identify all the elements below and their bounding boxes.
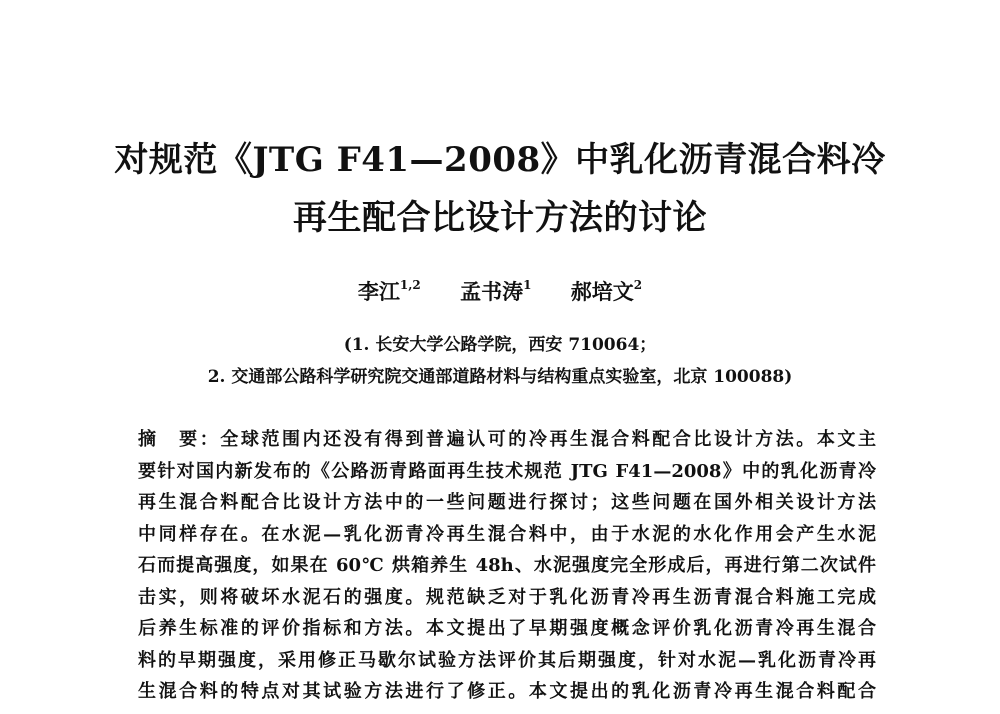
- abstract-line: 生混合料的特点对其试验方法进行了修正。本文提出的乳化沥青冷再生混合料配合: [138, 681, 876, 702]
- author-name: 郝培文: [570, 279, 634, 304]
- author-affiliation-mark: 1,2: [399, 278, 421, 292]
- abstract-line: 要针对国内新发布的《公路沥青路面再生技术规范 JTG F41—2008》中的乳化沥青冷: [138, 460, 876, 482]
- author-2: [460, 276, 531, 306]
- abstract-line: 后养生标准的评价指标和方法。本文提出了早期强度概念评价乳化沥青冷再生混合: [138, 618, 876, 639]
- abstract-text: 全球范围内还没有得到普遍认可的冷再生混合料配合比设计方法。本文主: [220, 429, 876, 450]
- abstract-line: 中同样存在。在水泥—乳化沥青冷再生混合料中，由于水泥的水化作用会产生水泥: [138, 523, 876, 545]
- abstract-line: 料的早期强度，采用修正马歇尔试验方法评价其后期强度，针对水泥—乳化沥青冷再: [138, 649, 876, 671]
- affiliation-1: (1. 长安大学公路学院，西安 710064；: [343, 335, 657, 355]
- affiliation-2: 2. 交通部公路科学研究院交通部道路材料与结构重点实验室，北京 100088): [207, 367, 793, 387]
- paper-title-line-2: 再生配合比设计方法的讨论: [293, 198, 707, 238]
- author-affiliation-mark: 2: [633, 278, 643, 292]
- paper-title-line-1: 对规范《JTG F41—2008》中乳化沥青混合料冷: [114, 140, 886, 180]
- abstract: [138, 424, 876, 708]
- abstract-label: 摘 要：: [138, 429, 221, 450]
- author-name: 李江: [357, 279, 400, 304]
- author-list: [0, 276, 1000, 306]
- author-1: [358, 276, 421, 306]
- author-name: 孟书涛: [460, 279, 524, 304]
- abstract-line: 击实，则将破坏水泥石的强度。规范缺乏对于乳化沥青冷再生沥青混合料施工完成: [138, 586, 876, 608]
- author-affiliation-mark: 1: [523, 278, 532, 292]
- abstract-line: 再生混合料配合比设计方法中的一些问题进行探讨；这些问题在国外相关设计方法: [138, 492, 876, 513]
- abstract-line: 石而提高强度，如果在 60℃ 烘箱养生 48h、水泥强度完全形成后，再进行第二次试件: [138, 555, 876, 576]
- abstract-line: [138, 424, 876, 456]
- author-3: [571, 276, 642, 306]
